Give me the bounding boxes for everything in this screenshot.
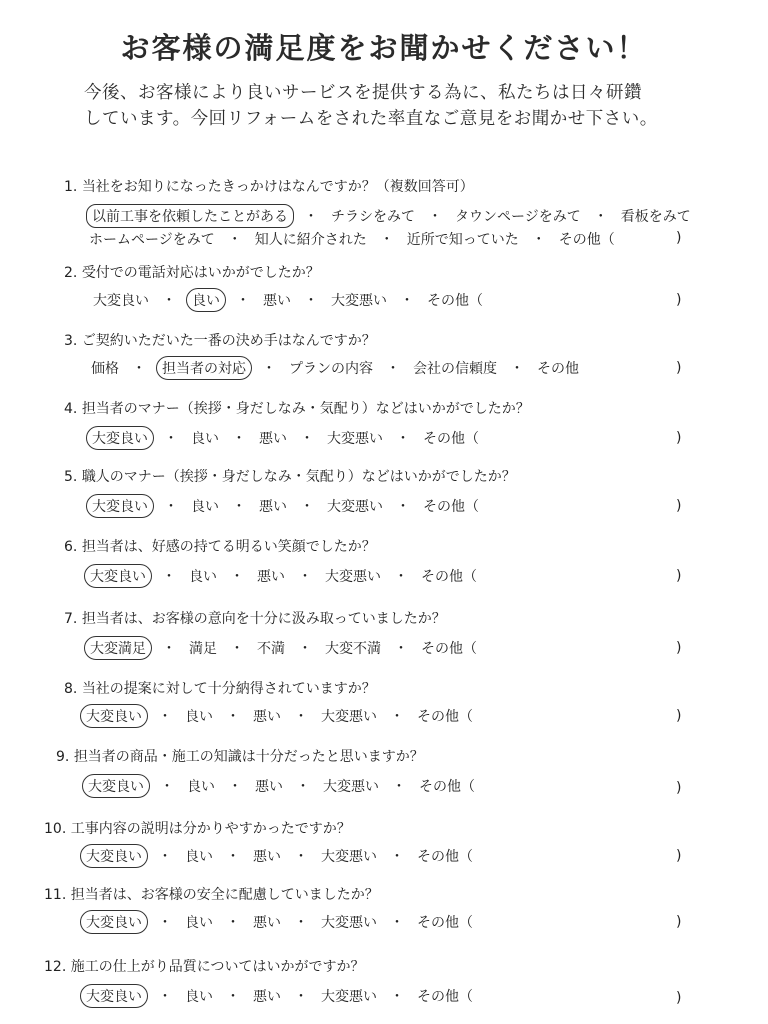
intro-line-2: しています。今回リフォームをされた率直なご意見をお聞かせ下さい。 [84,109,658,129]
option-homepage[interactable]: ホームページをみて [89,232,215,248]
options [82,774,478,798]
paren-close: ) [676,848,682,864]
separator: ・ [390,709,404,725]
paren-close: ) [676,430,682,446]
options [86,426,482,450]
option-other[interactable]: その他（ [417,915,473,931]
question-label [64,262,320,282]
separator: ・ [300,431,314,447]
option-good[interactable]: 良い [185,709,213,725]
question-label [64,398,530,418]
options [86,494,482,518]
question-number: 7. [64,611,78,627]
option-good[interactable]: 良い [186,288,226,312]
separator: ・ [392,779,406,795]
question-label [64,466,516,486]
options [80,984,476,1008]
separator: ・ [296,779,310,795]
option-signboard[interactable]: 看板をみて [620,209,691,225]
paren-close: ) [676,498,682,514]
option-very-good[interactable]: 大変良い [82,774,150,798]
paren-close: ) [676,568,682,584]
option-company-trust[interactable]: 会社の信頼度 [413,361,497,377]
separator: ・ [294,915,308,931]
question-label [64,330,376,350]
separator: ・ [232,499,246,515]
separator: ・ [386,361,400,377]
paren-close: ) [676,640,682,656]
options-line-1 [86,204,694,228]
options [84,564,480,588]
options [80,844,476,868]
option-price[interactable]: 価格 [91,361,119,377]
separator: ・ [162,569,176,585]
question-text: 担当者の商品・施工の知識は十分だったと思いますか？ [73,749,424,765]
option-bad[interactable]: 悪い [253,709,281,725]
paren-close: ) [676,360,682,376]
option-other[interactable]: その他（ [421,569,477,585]
option-very-satisfied[interactable]: 大変満足 [84,636,152,660]
question-number: 9. [56,749,70,765]
question-number: 10. [44,821,67,837]
separator: ・ [298,641,312,657]
option-bad[interactable]: 悪い [259,431,287,447]
option-other[interactable]: その他（ [558,232,615,248]
option-good[interactable]: 良い [185,849,213,865]
separator: ・ [226,849,240,865]
question-number: 1. [64,179,78,195]
question-number: 6. [64,539,78,555]
option-other[interactable]: その他（ [417,849,473,865]
question-number: 8. [64,681,78,697]
separator: ・ [428,209,442,225]
option-bad[interactable]: 悪い [255,779,283,795]
separator: ・ [390,989,404,1005]
question-text: 担当者は、好感の持てる明るい笑顔でしたか？ [81,539,376,555]
option-good[interactable]: 良い [185,915,213,931]
option-very-bad[interactable]: 大変悪い [321,709,377,725]
separator: ・ [236,293,250,309]
option-dissatisfied[interactable]: 不満 [257,641,285,657]
question-number: 3. [64,333,78,349]
option-very-bad[interactable]: 大変悪い [325,569,381,585]
separator: ・ [162,641,176,657]
separator: ・ [390,915,404,931]
separator: ・ [593,209,608,225]
separator: ・ [379,232,394,248]
option-bad[interactable]: 悪い [253,989,281,1005]
question-text: 職人のマナー（挨拶・身だしなみ・気配り）などはいかがでしたか？ [81,469,516,485]
option-bad[interactable]: 悪い [263,293,291,309]
separator: ・ [162,293,176,309]
question-label [44,884,379,904]
separator: ・ [160,779,174,795]
question-text: ご契約いただいた一番の決め手はなんですか？ [81,333,376,349]
option-very-bad[interactable]: 大変悪い [323,779,379,795]
option-bad[interactable]: 悪い [259,499,287,515]
separator: ・ [304,209,318,225]
paren-close: ) [676,708,682,724]
option-other[interactable]: その他（ [423,499,479,515]
option-referral[interactable]: 知人に紹介された [254,232,367,248]
separator: ・ [531,232,546,248]
separator: ・ [158,849,172,865]
separator: ・ [294,709,308,725]
separator: ・ [232,431,246,447]
option-other[interactable]: その他 [537,361,579,377]
question-number: 12. [44,959,67,975]
separator: ・ [510,361,524,377]
option-other[interactable]: その他（ [427,293,483,309]
separator: ・ [394,641,408,657]
question-number: 2. [64,265,78,281]
option-very-dissatisfied[interactable]: 大変不満 [325,641,381,657]
options [84,636,480,660]
separator: ・ [298,569,312,585]
option-townpage[interactable]: タウンページをみて [455,209,581,225]
option-very-good[interactable]: 大変良い [84,564,152,588]
options [88,356,582,380]
separator: ・ [226,915,240,931]
option-bad[interactable]: 悪い [253,849,281,865]
option-good[interactable]: 良い [187,779,215,795]
question-label [56,746,424,766]
option-good[interactable]: 良い [189,569,217,585]
option-very-good[interactable]: 大変良い [80,984,148,1008]
options [80,704,476,728]
option-other[interactable]: その他（ [421,641,477,657]
option-very-bad[interactable]: 大変悪い [331,293,387,309]
option-neighborhood[interactable]: 近所で知っていた [406,232,519,248]
question-text: 当社をお知りになったきっかけはなんですか？（複数回答可） [81,179,474,195]
paren-close: ) [676,780,682,796]
question-text: 受付での電話対応はいかがでしたか？ [81,265,320,281]
separator: ・ [262,361,276,377]
question-label [64,176,474,196]
separator: ・ [132,361,146,377]
separator: ・ [158,915,172,931]
question-text: 当社の提案に対して十分納得されていますか？ [81,681,376,697]
separator: ・ [226,989,240,1005]
separator: ・ [158,989,172,1005]
question-text: 担当者は、お客様の安全に配慮していましたか？ [70,887,379,903]
question-text: 担当者のマナー（挨拶・身だしなみ・気配り）などはいかがでしたか？ [81,401,530,417]
separator: ・ [396,499,410,515]
option-other[interactable]: その他（ [417,709,473,725]
separator: ・ [164,499,178,515]
option-very-good[interactable]: 大変良い [80,844,148,868]
paren-close: ) [676,230,682,246]
option-very-bad[interactable]: 大変悪い [327,431,383,447]
separator: ・ [400,293,414,309]
option-plan-content[interactable]: プランの内容 [289,361,373,377]
separator: ・ [228,779,242,795]
option-flyer[interactable]: チラシをみて [331,209,415,225]
question-label [64,608,446,628]
option-good[interactable]: 良い [191,431,219,447]
paren-close: ) [676,990,682,1006]
question-number: 4. [64,401,78,417]
option-other[interactable]: その他（ [419,779,475,795]
option-staff-response[interactable]: 担当者の対応 [156,356,252,380]
question-label [64,536,376,556]
separator: ・ [396,431,410,447]
separator: ・ [394,569,408,585]
separator: ・ [300,499,314,515]
option-very-bad[interactable]: 大変悪い [321,989,377,1005]
separator: ・ [230,641,244,657]
paren-close: ) [676,292,682,308]
options [90,288,486,312]
option-very-good[interactable]: 大変良い [80,910,148,934]
separator: ・ [158,709,172,725]
option-good[interactable]: 良い [185,989,213,1005]
separator: ・ [164,431,178,447]
intro-text [84,80,704,132]
option-bad[interactable]: 悪い [257,569,285,585]
option-other[interactable]: その他（ [423,431,479,447]
question-label [44,818,351,838]
separator: ・ [294,989,308,1005]
separator: ・ [294,849,308,865]
option-other[interactable]: その他（ [417,989,473,1005]
paren-close: ) [676,914,682,930]
option-very-good[interactable]: 大変良い [80,704,148,728]
option-previous-work[interactable]: 以前工事を依頼したことがある [86,204,294,228]
question-text: 施工の仕上がり品質についてはいかがですか？ [70,959,365,975]
question-text: 工事内容の説明は分かりやすかったですか？ [70,821,351,837]
question-number: 5. [64,469,78,485]
option-very-bad[interactable]: 大変悪い [321,915,377,931]
separator: ・ [227,232,242,248]
page-title: お客様の満足度をお聞かせください！ [120,31,648,65]
separator: ・ [304,293,318,309]
question-text: 担当者は、お客様の意向を十分に汲み取っていましたか？ [81,611,446,627]
option-satisfied[interactable]: 満足 [189,641,217,657]
option-good[interactable]: 良い [191,499,219,515]
options [80,910,476,934]
question-label [44,956,364,976]
option-bad[interactable]: 悪い [253,915,281,931]
options-line-2 [86,228,618,250]
separator: ・ [390,849,404,865]
option-very-bad[interactable]: 大変悪い [321,849,377,865]
intro-line-1: 今後、お客様により良いサービスを提供する為に、私たちは日々研鑽 [84,83,642,103]
option-very-bad[interactable]: 大変悪い [327,499,383,515]
separator: ・ [226,709,240,725]
question-label [64,678,376,698]
question-number: 11. [44,887,67,903]
separator: ・ [230,569,244,585]
option-very-good[interactable]: 大変良い [93,293,149,309]
option-very-good[interactable]: 大変良い [86,426,154,450]
option-very-good[interactable]: 大変良い [86,494,154,518]
